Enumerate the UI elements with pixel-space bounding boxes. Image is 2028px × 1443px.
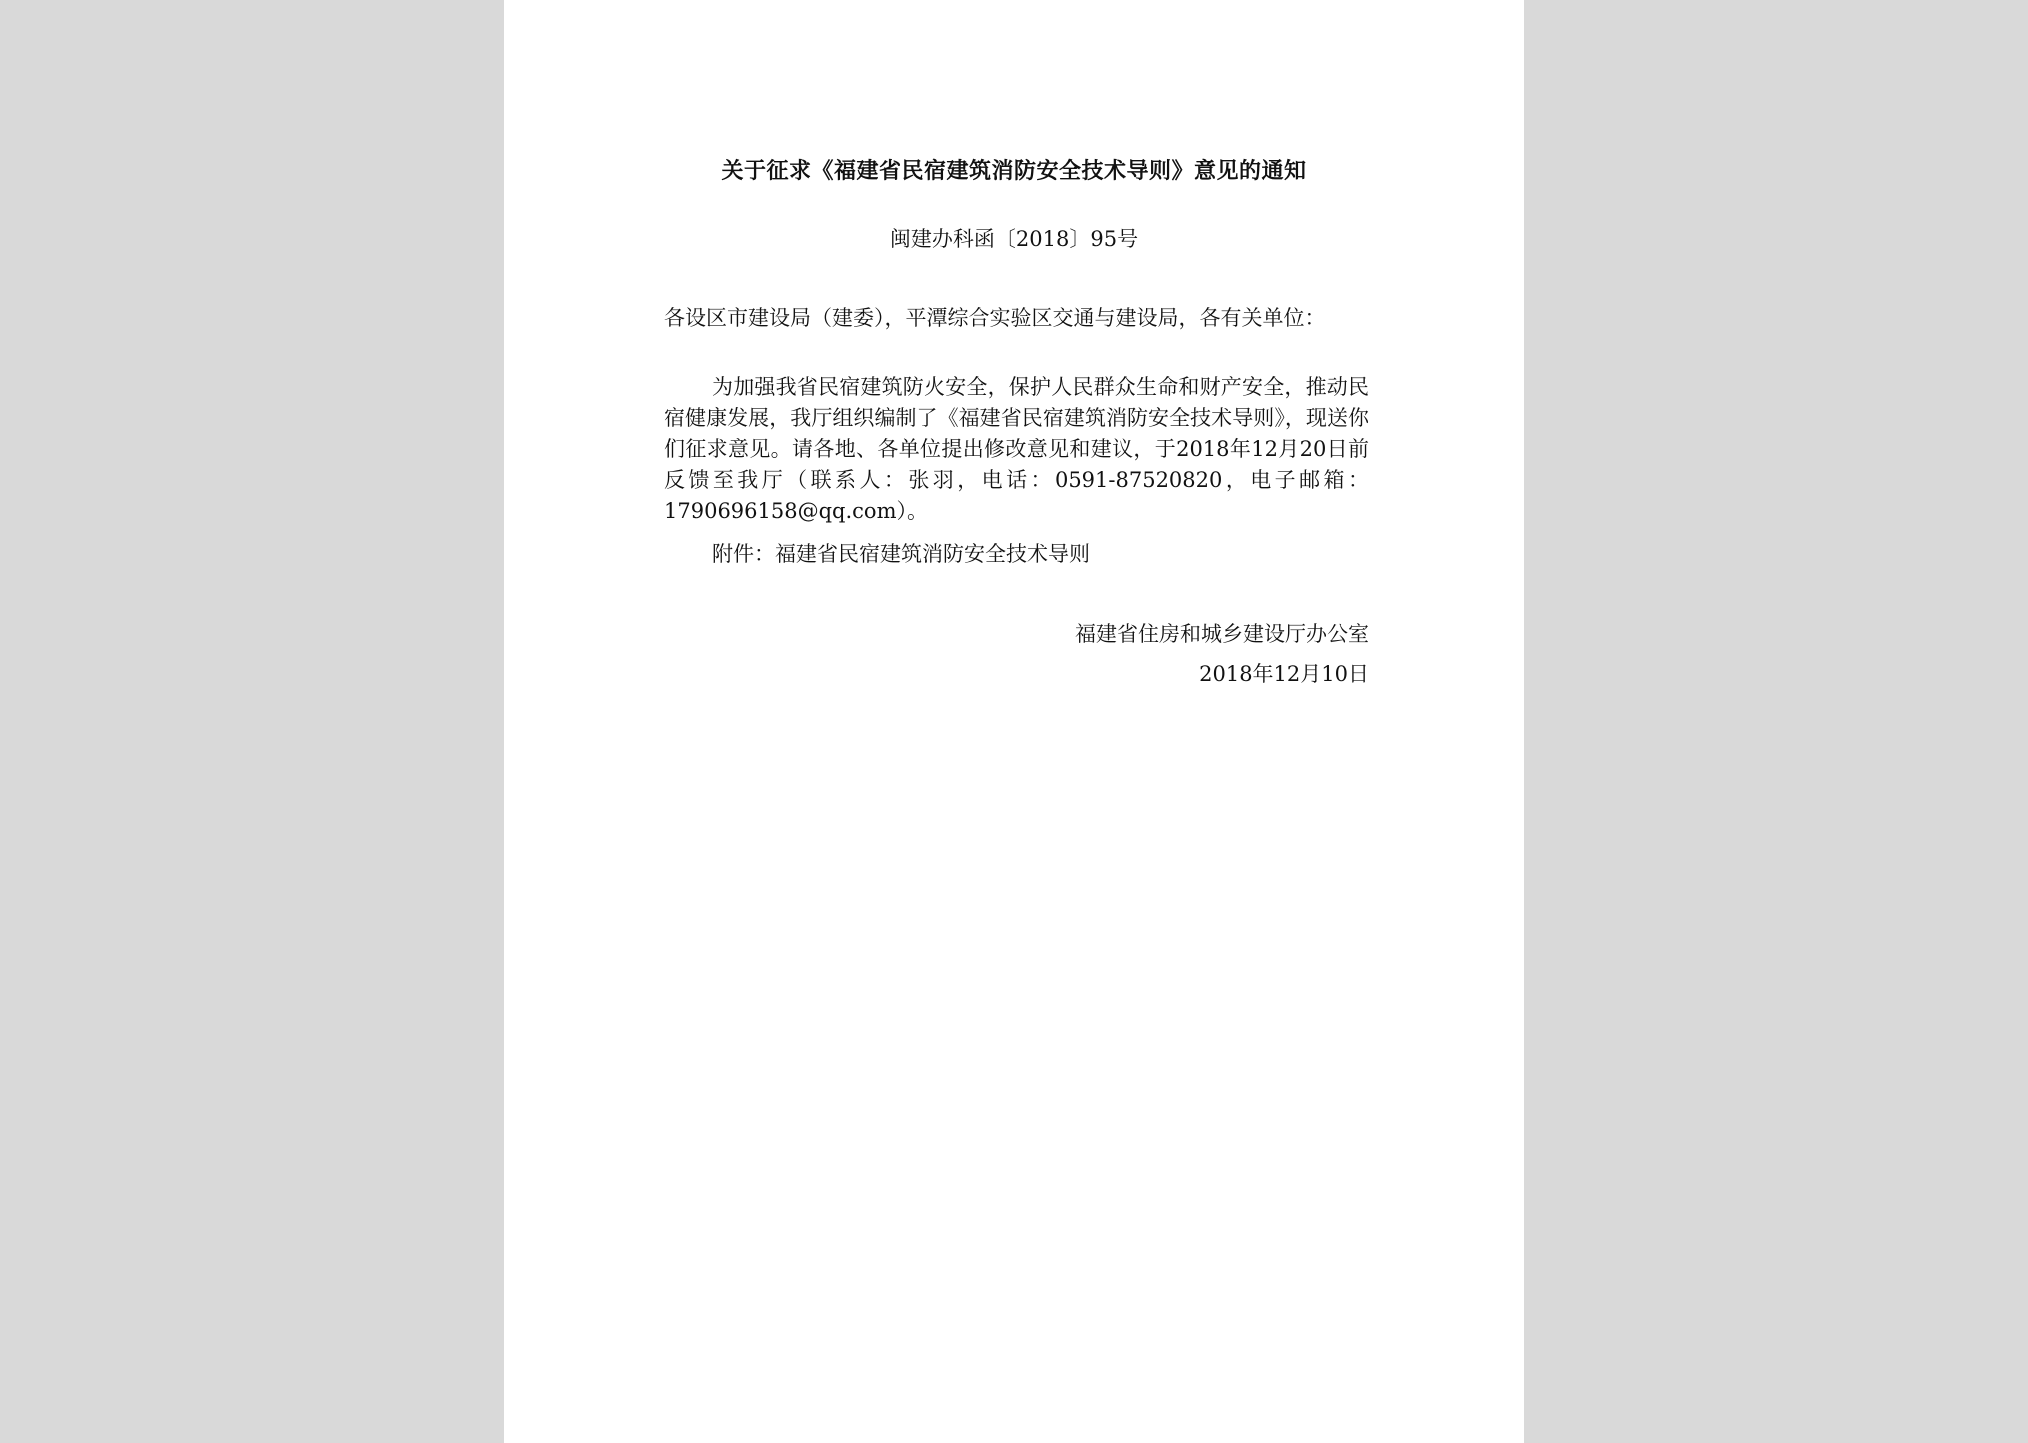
attachment-line: 附件：福建省民宿建筑消防安全技术导则 [712,542,1090,566]
salutation: 各设区市建设局（建委），平潭综合实验区交通与建设局，各有关单位： [664,306,1326,330]
document-title: 关于征求《福建省民宿建筑消防安全技术导则》意见的通知 [721,159,1307,184]
issuing-office: 福建省住房和城乡建设厅办公室 [1075,622,1369,646]
document-number: 闽建办科函〔2018〕95号 [889,227,1139,251]
issue-date: 2018年12月10日 [1199,662,1369,686]
body-paragraph: 为加强我省民宿建筑防火安全，保护人民群众生命和财产安全，推动民宿健康发展，我厅组织编制了《福建省民宿建筑消防安全技术导则》，现送你们征求意见。请各地、各单位提出修改意见和建议，于2018年12月20日前反馈至我厅（联系人：张羽，电话：0591-87520820，电子邮箱：1790696158@qq.com）。 [664,375,1369,523]
document-page [504,0,1524,1443]
